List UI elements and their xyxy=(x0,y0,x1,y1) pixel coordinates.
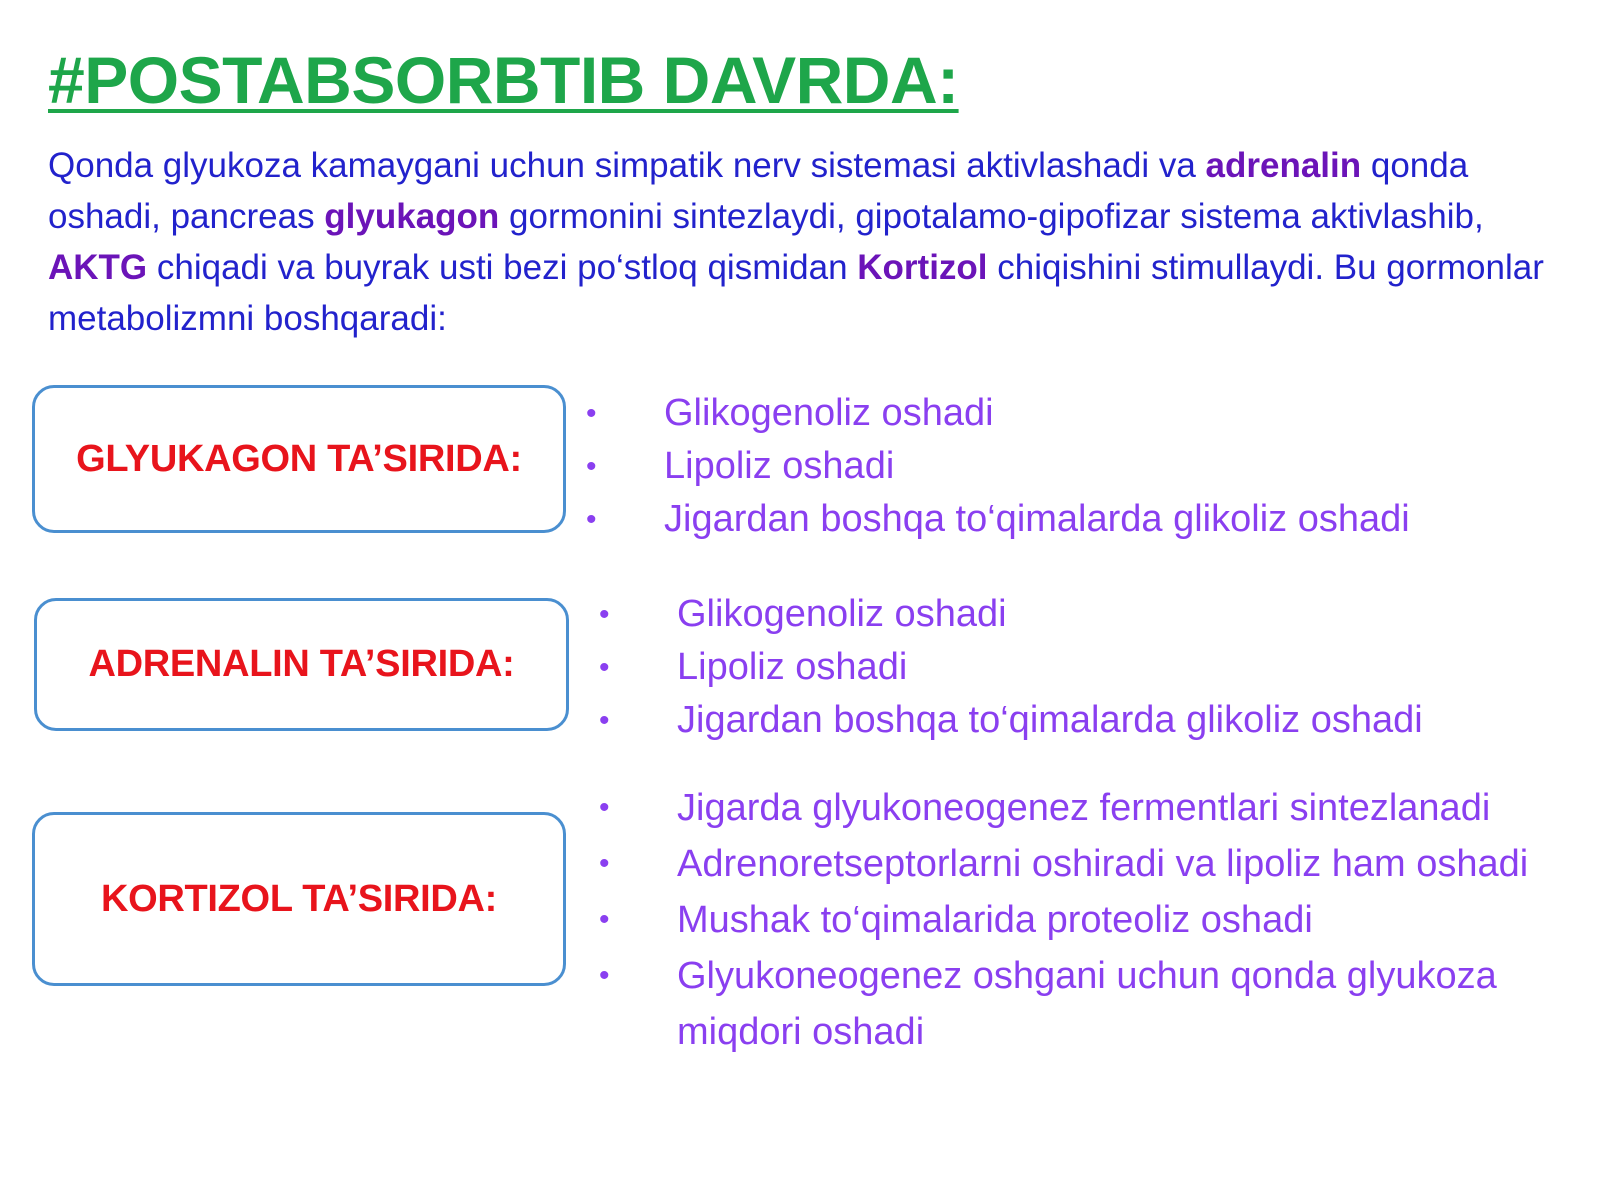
list-item xyxy=(586,387,1410,440)
bullet-icon: • xyxy=(599,847,610,880)
page-title: #POSTABSORBTIB DAVRDA: xyxy=(48,43,959,117)
list-item-text: Jigardan boshqa to‘qimalarda glikoliz oshadi xyxy=(664,498,1410,540)
list-item xyxy=(599,836,1577,892)
list-item-text: Jigarda glyukoneogenez fermentlari sintezlanadi xyxy=(677,787,1491,829)
list-item xyxy=(599,641,1423,694)
list-item xyxy=(599,694,1423,747)
list-item-text: Lipoliz oshadi xyxy=(664,445,895,487)
glyukagon-label-box xyxy=(32,385,566,533)
adrenalin-label-box xyxy=(34,598,569,731)
intro-text: qonda oshadi, pancreas xyxy=(48,146,1469,236)
list-item xyxy=(586,493,1410,546)
intro-text: Qonda glyukoza kamaygani uchun simpatik nerv sistemasi aktivlashadi va xyxy=(48,146,1206,185)
intro-paragraph xyxy=(48,140,1568,344)
bullet-icon: • xyxy=(599,598,610,631)
kortizol-label-box xyxy=(32,812,566,986)
list-item xyxy=(599,588,1423,641)
bullet-icon: • xyxy=(599,704,610,737)
list-item xyxy=(599,948,1577,1060)
bullet-icon: • xyxy=(586,397,597,430)
intro-term-adrenalin: adrenalin xyxy=(1205,146,1362,185)
list-item-text: Mushak to‘qimalarida proteoliz oshadi xyxy=(677,899,1313,941)
list-item xyxy=(599,780,1577,836)
intro-text: chiqadi va buyrak usti bezi po‘stloq qismidan xyxy=(147,248,858,287)
intro-term-aktg: AKTG xyxy=(48,248,148,287)
list-item-text: Adrenoretseptorlarni oshiradi va lipoliz ham oshadi xyxy=(677,843,1529,885)
kortizol-label: KORTIZOL TA’SIRIDA: xyxy=(100,877,498,920)
bullet-icon: • xyxy=(599,903,610,936)
bullet-icon: • xyxy=(599,791,610,824)
glyukagon-effects-list xyxy=(586,387,1410,546)
adrenalin-label: ADRENALIN TA’SIRIDA: xyxy=(88,643,515,685)
list-item xyxy=(599,892,1577,948)
list-item-text: Glyukoneogenez oshgani uchun qonda glyukoza miqdori oshadi xyxy=(677,955,1497,1053)
adrenalin-effects-list xyxy=(599,588,1423,747)
list-item-text: Jigardan boshqa to‘qimalarda glikoliz oshadi xyxy=(677,699,1423,741)
list-item-text: Glikogenoliz oshadi xyxy=(677,593,1007,635)
list-item-text: Lipoliz oshadi xyxy=(677,646,908,688)
bullet-icon: • xyxy=(599,959,610,992)
glyukagon-label: GLYUKAGON TA’SIRIDA: xyxy=(76,437,522,480)
list-item-text: Glikogenoliz oshadi xyxy=(664,392,994,434)
kortizol-effects-list xyxy=(599,780,1577,1060)
intro-text: chiqishini stimullaydi. Bu gormonlar metabolizmni boshqaradi: xyxy=(48,248,1544,338)
intro-text: gormonini sintezlaydi, gipotalamo-gipofizar sistema aktivlashib, xyxy=(499,197,1484,236)
intro-term-kortizol: Kortizol xyxy=(857,248,988,287)
bullet-icon: • xyxy=(586,503,597,536)
intro-term-glyukagon: glyukagon xyxy=(324,197,500,236)
bullet-icon: • xyxy=(599,651,610,684)
list-item xyxy=(586,440,1410,493)
bullet-icon: • xyxy=(586,450,597,483)
